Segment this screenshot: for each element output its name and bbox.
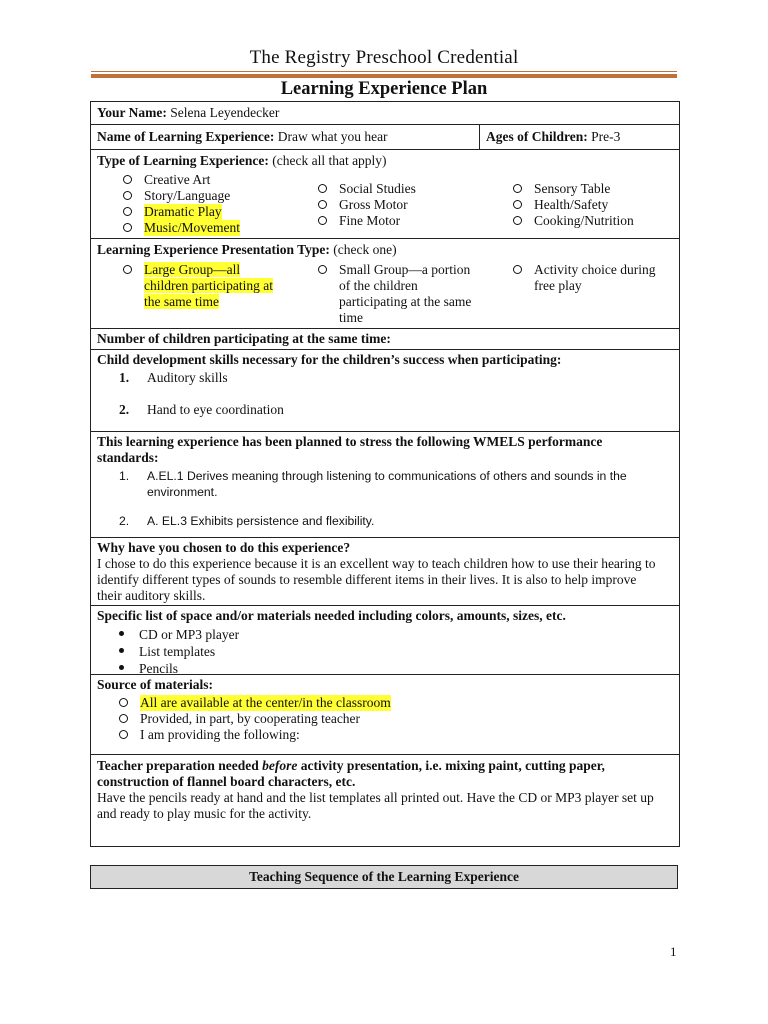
- material-item: CD or MP3 player: [119, 626, 679, 643]
- presentation-row: [91, 239, 679, 329]
- plan-form: [90, 101, 680, 847]
- checkbox-icon[interactable]: [318, 184, 327, 193]
- source-option-self[interactable]: I am providing the following:: [119, 727, 679, 743]
- skills-label: Child development skills necessary for the children’s success when participating:: [97, 352, 562, 367]
- page-number: 1: [670, 944, 677, 959]
- why-row: [91, 538, 679, 606]
- source-option-cooperating-teacher[interactable]: Provided, in part, by cooperating teacher: [119, 711, 679, 727]
- prep-label: Teacher preparation needed before activity presentation, i.e. mixing paint, cutting paper,: [97, 758, 605, 773]
- source-options: [91, 695, 679, 743]
- type-option-sensory-table[interactable]: Sensory Table: [513, 181, 634, 197]
- source-row: [91, 675, 679, 755]
- radio-icon[interactable]: [123, 265, 132, 274]
- skill-item: 1. Auditory skills: [119, 370, 228, 385]
- experience-row: [91, 125, 679, 150]
- type-option-fine-motor[interactable]: Fine Motor: [318, 213, 416, 229]
- type-note: (check all that apply): [272, 153, 387, 168]
- count-label: Number of children participating at the same time:: [97, 331, 391, 346]
- presentation-option-small-group[interactable]: Small Group—a portion of the children participating at the same time: [318, 262, 471, 326]
- header-rule-thin: [91, 71, 677, 72]
- materials-row: [91, 606, 679, 675]
- standards-label: This learning experience has been planned to stress the following WMELS performance: [97, 434, 603, 449]
- radio-icon[interactable]: [119, 698, 128, 707]
- prep-label-cont: construction of flannel board characters, etc.: [97, 774, 356, 789]
- name-row: [91, 102, 679, 125]
- checkbox-icon[interactable]: [123, 223, 132, 232]
- presentation-option-activity-choice[interactable]: Activity choice during free play: [513, 262, 655, 294]
- materials-list: [91, 626, 679, 677]
- header-rule-thick: [91, 74, 677, 78]
- prep-text-line: Have the pencils ready at hand and the list templates all printed out. Have the CD or MP3 player set up: [97, 790, 654, 805]
- document-title: Learning Experience Plan: [280, 79, 488, 99]
- checkbox-icon[interactable]: [123, 191, 132, 200]
- type-col-3: [513, 181, 634, 229]
- presentation-note: (check one): [333, 242, 397, 257]
- checkbox-icon[interactable]: [318, 200, 327, 209]
- presentation-label: Learning Experience Presentation Type:: [97, 242, 330, 257]
- name-label: Your Name:: [97, 105, 167, 120]
- ages-value: Pre-3: [591, 129, 621, 144]
- radio-icon[interactable]: [513, 265, 522, 274]
- checkbox-icon[interactable]: [123, 175, 132, 184]
- radio-icon[interactable]: [119, 730, 128, 739]
- teaching-sequence-header: Teaching Sequence of the Learning Experience: [90, 865, 678, 889]
- standards-label-cont: standards:: [97, 450, 159, 465]
- materials-label: Specific list of space and/or materials needed including colors, amounts, sizes, etc.: [97, 608, 566, 623]
- skills-row: [91, 350, 679, 432]
- checkbox-icon[interactable]: [513, 216, 522, 225]
- type-option-music-movement[interactable]: Music/Movement: [123, 220, 240, 236]
- checkbox-icon[interactable]: [123, 207, 132, 216]
- type-option-story-language[interactable]: Story/Language: [123, 188, 240, 204]
- prep-row: [91, 755, 679, 847]
- prep-text-line: and ready to play music for the activity.: [97, 806, 312, 821]
- experience-value: Draw what you hear: [277, 129, 388, 144]
- checkbox-icon[interactable]: [513, 200, 522, 209]
- experience-label: Name of Learning Experience:: [97, 129, 275, 144]
- source-label: Source of materials:: [97, 677, 213, 692]
- checkbox-icon[interactable]: [318, 216, 327, 225]
- type-label: Type of Learning Experience:: [97, 153, 269, 168]
- name-value: Selena Leyendecker: [170, 105, 280, 120]
- standards-list: [91, 468, 679, 529]
- standards-row: [91, 432, 679, 538]
- material-item: Pencils: [119, 660, 679, 677]
- why-text-line: their auditory skills.: [97, 588, 206, 603]
- material-item: List templates: [119, 643, 679, 660]
- type-option-cooking-nutrition[interactable]: Cooking/Nutrition: [513, 213, 634, 229]
- skills-list: [91, 370, 679, 418]
- type-row: [91, 150, 679, 239]
- checkbox-icon[interactable]: [513, 184, 522, 193]
- presentation-option-large-group[interactable]: Large Group—all children participating at the same time: [123, 262, 273, 310]
- standard-item: 2. A. EL.3 Exhibits persistence and flexibility.: [119, 514, 375, 528]
- radio-icon[interactable]: [119, 714, 128, 723]
- source-option-center[interactable]: All are available at the center/in the classroom: [119, 695, 679, 711]
- count-row: [91, 329, 679, 350]
- type-option-gross-motor[interactable]: Gross Motor: [318, 197, 416, 213]
- type-col-2: [318, 181, 416, 229]
- why-label: Why have you chosen to do this experience?: [97, 540, 351, 555]
- type-option-creative-art[interactable]: Creative Art: [123, 172, 240, 188]
- why-text-line: I chose to do this experience because it is an excellent way to teach children how to use their hearing to: [97, 556, 656, 571]
- ages-label: Ages of Children:: [486, 129, 588, 144]
- why-text-line: identify different types of sounds to resemble different items in their lives. It is also to help improve: [97, 572, 637, 587]
- skill-item: 2. Hand to eye coordination: [119, 402, 284, 417]
- type-option-social-studies[interactable]: Social Studies: [318, 181, 416, 197]
- type-option-health-safety[interactable]: Health/Safety: [513, 197, 634, 213]
- credential-header: The Registry Preschool Credential: [249, 47, 519, 68]
- type-option-dramatic-play[interactable]: Dramatic Play: [123, 204, 240, 220]
- standard-item: 1. A.EL.1 Derives meaning through listening to communications of others and sounds in the environment.: [119, 469, 627, 499]
- type-col-1: [123, 172, 240, 236]
- radio-icon[interactable]: [318, 265, 327, 274]
